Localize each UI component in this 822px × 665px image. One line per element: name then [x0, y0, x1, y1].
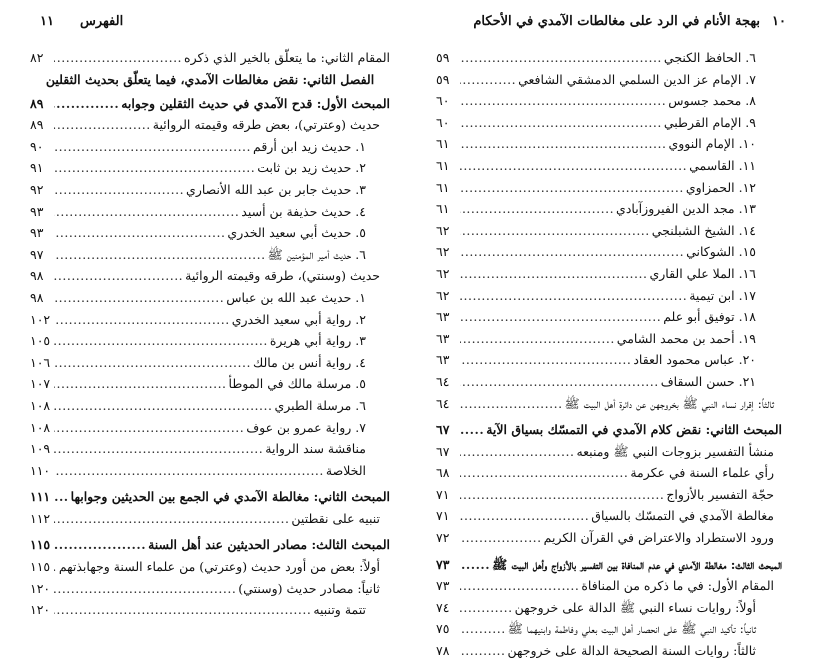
page-number: ١٠ — [772, 14, 786, 29]
entry-title: ١٧. ابن تيمية — [689, 287, 756, 303]
entry-page-number: ١٠٢ — [30, 311, 51, 327]
entry-page-number: ٦٤ — [436, 373, 450, 389]
entry-page-number: ٧١ — [436, 486, 450, 502]
dot-leader — [460, 621, 506, 636]
toc-entry[interactable] — [30, 268, 390, 290]
dot-leader — [460, 244, 684, 259]
entry-title: ٥. مرسلة مالك في الموطأ — [228, 376, 366, 392]
entry-page-number: ٦٠ — [436, 93, 450, 109]
toc-entry[interactable] — [436, 180, 782, 202]
toc-entry[interactable] — [30, 559, 390, 581]
entry-title: ١٤. الشيخ الشبلنجي — [651, 222, 756, 238]
entry-page-number: ٦٣ — [436, 309, 450, 325]
entry-page-number: ٦١ — [436, 157, 450, 173]
toc-entry[interactable] — [436, 396, 782, 418]
toc-entry[interactable] — [436, 530, 782, 552]
toc-entry[interactable] — [30, 204, 390, 226]
toc-list — [436, 50, 782, 665]
dot-leader — [460, 50, 662, 65]
entry-page-number: ١١٥ — [30, 537, 51, 553]
entry-page-number: ١٠٧ — [30, 376, 51, 392]
entry-page-number: ٧٣ — [436, 556, 450, 572]
toc-entry[interactable] — [436, 600, 782, 622]
entry-page-number: ٧٨ — [436, 643, 450, 659]
entry-page-number: ٨٩ — [30, 117, 44, 133]
entry-title: تنبيه على نقطتين — [291, 510, 380, 526]
dot-leader — [54, 398, 272, 413]
dot-leader — [54, 602, 311, 617]
entry-title: ١. حديث عبد الله بن عباس — [226, 289, 366, 305]
entry-page-number: ٧٤ — [436, 599, 450, 615]
toc-entry[interactable] — [436, 223, 782, 245]
dot-leader — [54, 96, 119, 111]
entry-title: ٦. حديث أمير المؤمنين ﷺ — [267, 246, 366, 262]
toc-entry[interactable] — [436, 201, 782, 223]
running-header: بهجة الأنام في الرد على مغالطات الآمدي في الأحكام — [473, 14, 760, 29]
dot-leader — [460, 557, 490, 572]
dot-leader — [460, 72, 516, 87]
running-header: الفهرس — [80, 14, 124, 29]
toc-entry[interactable] — [436, 331, 782, 353]
toc-entry[interactable] — [436, 621, 782, 643]
entry-title: المبحث الثالث: مصادر الحديثين عند أهل السنة — [148, 537, 390, 553]
entry-page-number: ٦١ — [436, 136, 450, 152]
toc-entry[interactable] — [30, 139, 390, 161]
toc-entry[interactable] — [30, 420, 390, 442]
toc-entry[interactable] — [30, 160, 390, 182]
toc-entry[interactable] — [30, 511, 390, 533]
entry-title: ١١. القاسمي — [689, 157, 756, 173]
toc-entry[interactable] — [30, 537, 390, 559]
entry-page-number: ١١٢ — [30, 510, 51, 526]
toc-list — [30, 50, 390, 624]
entry-title: ٢٠. عباس محمود العقاد — [633, 352, 756, 368]
entry-title: مغالطة الآمدي في التمسّك بالسياق — [591, 508, 774, 524]
dot-leader — [460, 422, 484, 437]
dot-leader — [54, 463, 324, 478]
toc-entry[interactable] — [436, 374, 782, 396]
entry-title: ٢. حديث زيد بن ثابت — [257, 160, 366, 176]
entry-page-number: ١٠٨ — [30, 419, 51, 435]
dot-leader — [460, 223, 650, 238]
entry-page-number: ٩٣ — [30, 225, 44, 241]
toc-entry[interactable] — [30, 182, 390, 204]
entry-title: ٤. حديث حذيفة بن أسيد — [241, 203, 366, 219]
dot-leader — [54, 225, 225, 240]
entry-page-number: ٩٢ — [30, 181, 44, 197]
toc-entry[interactable] — [30, 117, 390, 139]
toc-entry[interactable] — [30, 290, 390, 312]
toc-entry[interactable] — [436, 578, 782, 600]
entry-title: المبحث الثاني: مغالطة الآمدي في الجمع بين الحديثين وجوابها — [70, 489, 390, 505]
toc-entry[interactable] — [436, 50, 782, 72]
dot-leader — [460, 530, 542, 545]
entry-page-number: ١٠٩ — [30, 441, 51, 457]
toc-entry[interactable] — [30, 441, 390, 463]
toc-entry[interactable] — [30, 376, 390, 398]
right-page — [436, 0, 786, 659]
entry-page-number: ٦٣ — [436, 352, 450, 368]
dot-leader — [460, 288, 687, 303]
entry-page-number: ٩٨ — [30, 289, 44, 305]
entry-page-number: ٥٩ — [436, 50, 450, 65]
entry-page-number: ٨٩ — [30, 95, 44, 111]
dot-leader — [54, 489, 69, 504]
toc-entry[interactable] — [436, 93, 782, 115]
dot-leader — [54, 312, 230, 327]
toc-entry[interactable] — [30, 602, 390, 624]
entry-page-number: ٦٢ — [436, 287, 450, 303]
entry-page-number: ١٠٨ — [30, 397, 51, 413]
entry-title: ثالثاً: روايات السنة الصحيحة الدالة على خروجهن — [507, 643, 756, 659]
entry-title: ١٨. توفيق أبو علم — [663, 309, 756, 325]
dot-leader — [460, 93, 666, 108]
entry-page-number: ١٠٥ — [30, 333, 51, 349]
toc-entry[interactable] — [436, 244, 782, 266]
entry-title: الخلاصة — [325, 462, 366, 478]
dot-leader — [460, 180, 684, 195]
entry-title: ٩. الإمام القرطبي — [663, 114, 756, 130]
entry-page-number: ٦١ — [436, 179, 450, 195]
entry-page-number: ٦٢ — [436, 265, 450, 281]
entry-page-number: ٨٢ — [30, 50, 44, 65]
dot-leader — [460, 266, 647, 281]
entry-title: ٦. مرسلة الطبري — [274, 397, 366, 413]
entry-page-number: ٧٣ — [436, 578, 450, 594]
entry-page-number: ٩٣ — [30, 203, 44, 219]
dot-leader — [54, 50, 182, 65]
entry-page-number: ١٢٠ — [30, 580, 51, 596]
entry-title: ١٣. مجد الدين الفيروزآبادي — [616, 201, 756, 217]
toc-entry[interactable] — [30, 50, 390, 72]
entry-title: ١٥. الشوكاني — [686, 244, 756, 260]
toc-entry[interactable] — [436, 136, 782, 158]
entry-page-number: ٩٨ — [30, 268, 44, 284]
entry-page-number: ٦٢ — [436, 222, 450, 238]
entry-title: ورود الاستطراد والاعتراض في القرآن الكريم — [543, 530, 774, 546]
dot-leader — [54, 204, 239, 219]
entry-title: المقام الأول: في ما ذكره من المنافاة — [581, 578, 774, 594]
toc-entry[interactable] — [436, 288, 782, 310]
entry-title: ٨. محمد جسوس — [668, 93, 756, 109]
entry-page-number: ١١٠ — [30, 462, 51, 478]
entry-page-number: ٦٨ — [436, 465, 450, 481]
dot-leader — [460, 158, 687, 173]
entry-page-number: ٦٢ — [436, 244, 450, 260]
toc-entry[interactable] — [436, 557, 782, 579]
entry-page-number: ٦٧ — [436, 422, 450, 438]
entry-page-number: ٧٢ — [436, 530, 450, 546]
entry-title: مناقشة سند الرواية — [265, 441, 366, 457]
toc-entry[interactable] — [30, 247, 390, 269]
entry-title: المقام الثاني: ما يتعلّق بالخير الذي ذكره — [184, 50, 390, 65]
entry-title: ٢١. حسن السقاف — [660, 373, 756, 389]
toc-entry[interactable] — [436, 72, 782, 94]
entry-title: الفصل الثاني: نقض مغالطات الآمدي، فيما يتعلّق بحديث الثقلين — [45, 71, 375, 87]
entry-title: ثالثاً: إقرار نساء النبي ﷺ بخروجهن عن دائرة أهل البيت ﷺ — [564, 395, 774, 411]
entry-page-number: ٧١ — [436, 508, 450, 524]
chapter-heading[interactable] — [30, 72, 390, 96]
toc-entry[interactable] — [30, 225, 390, 247]
dot-leader — [460, 201, 614, 216]
dot-leader — [54, 268, 183, 283]
toc-entry[interactable] — [30, 463, 390, 485]
dot-leader — [54, 581, 236, 596]
dot-leader — [460, 508, 589, 523]
entry-title: حديث (وسنتي)، طرقه وقيمته الروائية — [185, 268, 380, 284]
entry-title: ١. حديث زيد ابن أرقم — [253, 138, 366, 154]
dot-leader — [54, 247, 266, 262]
entry-title: ٤. رواية أنس بن مالك — [252, 354, 366, 370]
dot-leader — [460, 578, 579, 593]
entry-page-number: ٩١ — [30, 160, 44, 176]
dot-leader — [460, 115, 662, 130]
dot-leader — [54, 290, 224, 305]
dot-leader — [54, 559, 57, 574]
toc-entry[interactable] — [436, 352, 782, 374]
toc-entry[interactable] — [436, 158, 782, 180]
dot-leader — [54, 420, 244, 435]
entry-title: ١٠. الإمام النووي — [668, 136, 756, 152]
entry-title: حديث (وعترتي)، بعض طرقه وقيمته الروائية — [152, 117, 380, 133]
entry-page-number: ٦١ — [436, 201, 450, 217]
toc-entry[interactable] — [30, 489, 390, 511]
entry-title: المبحث الثاني: نقض كلام الآمدي في التمسّك بسياق الآية — [486, 422, 782, 438]
entry-page-number: ١٠٦ — [30, 354, 51, 370]
dot-leader — [460, 643, 506, 658]
toc-entry[interactable] — [30, 581, 390, 603]
toc-entry[interactable] — [436, 465, 782, 487]
toc-entry[interactable] — [436, 115, 782, 137]
dot-leader — [54, 376, 227, 391]
entry-title: ٣. رواية أبي هريرة — [269, 333, 366, 349]
toc-entry[interactable] — [30, 96, 390, 118]
entry-title: ٧. الإمام عز الدين السلمي الدمشقي الشافعي — [518, 71, 756, 87]
toc-entry[interactable] — [30, 398, 390, 420]
entry-title: ٢. رواية أبي سعيد الخدري — [231, 311, 366, 327]
dot-leader — [460, 444, 574, 459]
entry-title: ١٦. الملا علي القاري — [649, 265, 756, 281]
toc-entry[interactable] — [436, 444, 782, 466]
dot-leader — [54, 537, 146, 552]
dot-leader — [460, 396, 563, 411]
entry-title: رأي علماء السنة في عكرمة — [630, 465, 774, 481]
entry-title: حجّة التفسير بالأزواج — [666, 486, 774, 502]
entry-title: ١٢. الحمزاوي — [685, 179, 756, 195]
entry-title: أولاً: بعض من أورد حديث (وعترتي) من علماء السنة وجهابذتهم — [58, 559, 380, 575]
toc-entry[interactable] — [436, 508, 782, 530]
dot-leader — [54, 160, 255, 175]
entry-page-number: ٧٥ — [436, 621, 450, 637]
dot-leader — [54, 139, 251, 154]
dot-leader — [54, 333, 268, 348]
entry-title: المبحث الأول: قدح الآمدي في حديث الثقلين وجوابه — [121, 95, 390, 111]
toc-entry[interactable] — [436, 487, 782, 509]
toc-entry[interactable] — [436, 309, 782, 331]
dot-leader — [54, 511, 289, 526]
dot-leader — [460, 600, 513, 615]
entry-title: ٣. حديث جابر بن عبد الله الأنصاري — [186, 181, 366, 197]
entry-page-number: ١١٥ — [30, 559, 51, 575]
entry-page-number: ١٢٠ — [30, 602, 51, 618]
toc-entry[interactable] — [30, 312, 390, 334]
entry-title: ثانياً: تأكيد النبي ﷺ على انحصار أهل البيت بعلي وفاطمة وابنيهما ﷺ — [507, 621, 756, 637]
toc-entry[interactable] — [30, 355, 390, 377]
dot-leader — [460, 487, 664, 502]
entry-title: تتمة وتنبيه — [313, 602, 366, 618]
entry-page-number: ٦٣ — [436, 330, 450, 346]
entry-page-number: ٩٧ — [30, 246, 44, 262]
entry-page-number: ١١١ — [30, 489, 51, 505]
entry-page-number: ٥٩ — [436, 71, 450, 87]
dot-leader — [460, 309, 661, 324]
dot-leader — [460, 465, 628, 480]
dot-leader — [460, 136, 666, 151]
dot-leader — [54, 355, 251, 370]
entry-title: ثانياً: مصادر حديث (وسنتي) — [238, 580, 380, 596]
entry-title: ٥. حديث أبي سعيد الخدري — [227, 225, 366, 241]
entry-title: ٧. رواية عمرو بن عوف — [246, 419, 366, 435]
entry-page-number: ٦٧ — [436, 443, 450, 459]
left-page — [30, 0, 390, 639]
entry-title: ١٩. أحمد بن محمد الشامي — [616, 330, 756, 346]
entry-page-number: ٦٠ — [436, 114, 450, 130]
dot-leader — [54, 182, 184, 197]
dot-leader — [54, 117, 151, 132]
entry-title: ٦. الحافظ الكنجي — [663, 50, 756, 65]
dot-leader — [460, 374, 659, 389]
toc-entry[interactable] — [436, 266, 782, 288]
toc-entry[interactable] — [436, 643, 782, 665]
dot-leader — [460, 331, 615, 346]
entry-page-number: ٩٠ — [30, 138, 44, 154]
page-number: ١١ — [40, 14, 54, 29]
entry-title: أولاً: روايات نساء النبي ﷺ الدالة على خروجهن — [514, 599, 756, 615]
dot-leader — [54, 441, 263, 456]
entry-page-number: ٦٤ — [436, 395, 450, 411]
toc-entry[interactable] — [30, 333, 390, 355]
entry-title: المبحث الثالث: مغالطة الآمدي في عدم المنافاة بين التفسير بالأزواج وأهل البيت ﷺ — [492, 556, 782, 572]
toc-entry[interactable] — [436, 422, 782, 444]
dot-leader — [460, 352, 631, 367]
entry-title: منشأ التفسير بزوجات النبي ﷺ ومنبعه — [576, 443, 774, 459]
